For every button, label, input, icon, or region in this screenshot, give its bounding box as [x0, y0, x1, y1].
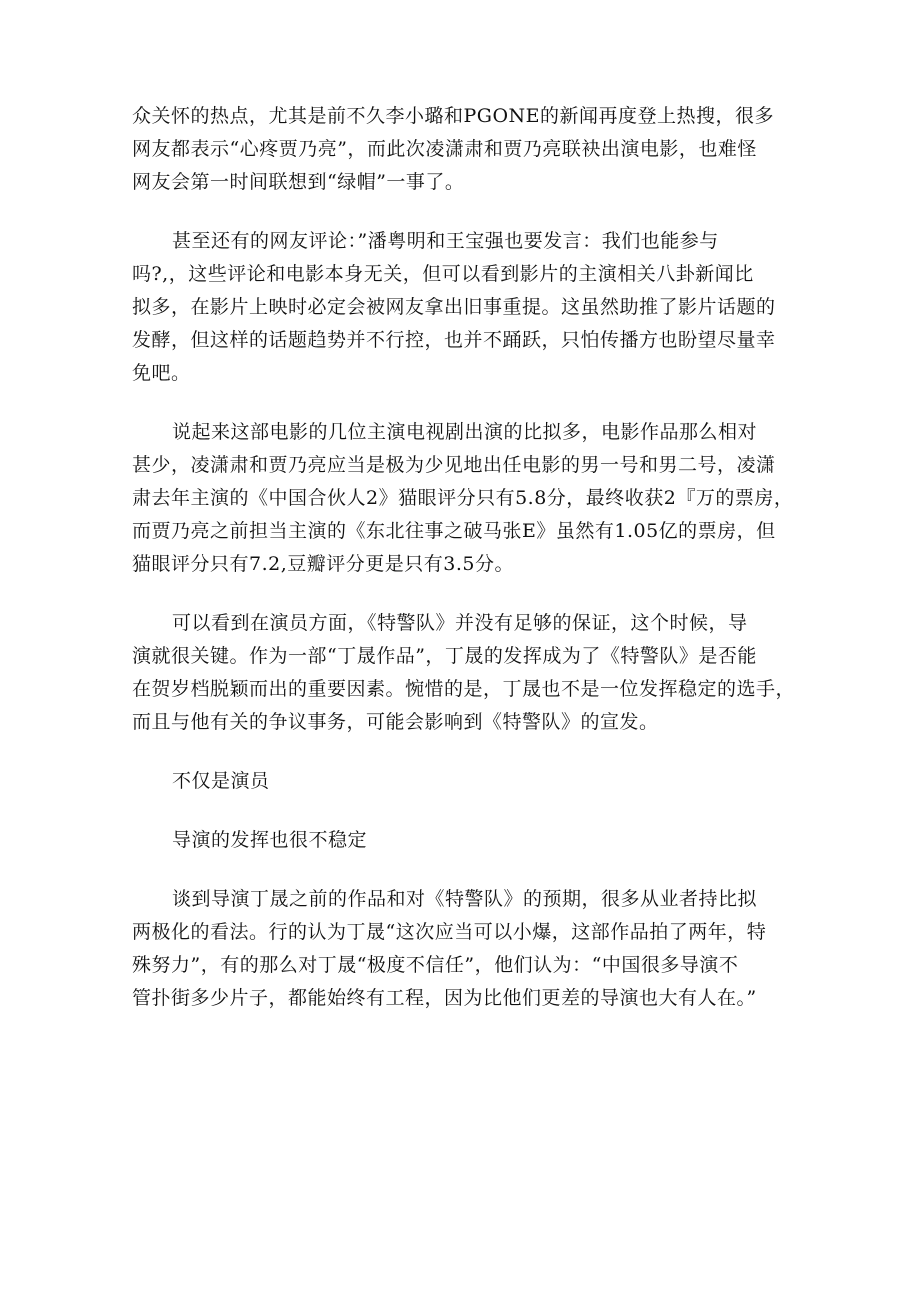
- text-line: 众关怀的热点，尤其是前不久李小璐和PGONE的新闻再度登上热搜，很多: [132, 105, 775, 127]
- paragraph-1: [132, 100, 792, 199]
- subheading-director: 导演的发挥也很不稳定: [172, 829, 368, 851]
- text-line: 网友都表示“心疼贾乃亮”，而此次凌潇肃和贾乃亮联袂出演电影，也难怪: [132, 138, 757, 160]
- text-line: 而贾乃亮之前担当主演的《东北往事之破马张E》虽然有1.05亿的票房，但: [132, 520, 776, 542]
- text-line: 发酵，但这样的话题趋势并不行控，也并不踊跃，只怕传播方也盼望尽量幸: [132, 329, 776, 351]
- text-line: 甚少，凌潇肃和贾乃亮应当是极为少见地出任电影的男一号和男二号，凌潇: [132, 454, 776, 476]
- text-line: 猫眼评分只有7.2,豆瓣评分更是只有3.5分。: [132, 553, 514, 575]
- text-line: 两极化的看法。行的认为丁晟“这次应当可以小爆，这部作品拍了两年，特: [132, 921, 767, 943]
- text-line: 肃去年主演的《中国合伙人2》猫眼评分只有5.8分，最终收获2『万的票房，: [132, 487, 794, 509]
- text-line: 而且与他有关的争议事务，可能会影响到《特警队》的宣发。: [132, 711, 659, 733]
- text-line: 殊努力”，有的那么对丁晟“极度不信任”，他们认为：“中国很多导演不: [132, 954, 739, 976]
- paragraph-5: [132, 883, 792, 1015]
- paragraph-2: [132, 225, 792, 390]
- text-line: 谈到导演丁晟之前的作品和对《特警队》的预期，很多从业者持比拟: [172, 888, 758, 910]
- text-line: 在贺岁档脱颖而出的重要因素。惋惜的是，丁晟也不是一位发挥稳定的选手，: [132, 678, 796, 700]
- text-line: 管扑街多少片子，都能始终有工程，因为比他们更差的导演也大有人在。”: [132, 987, 757, 1009]
- text-line: 演就很关键。作为一部“丁晟作品”，丁晟的发挥成为了《特警队》是否能: [132, 645, 757, 667]
- text-line: 免吧。: [132, 362, 191, 384]
- document-body: [132, 100, 796, 1015]
- paragraph-4: [132, 607, 796, 739]
- text-line: 甚至还有的网友评论：”潘粤明和王宝强也要发言：我们也能参与: [172, 230, 719, 252]
- subheading-actors: 不仅是演员: [172, 770, 270, 792]
- text-line: 说起来这部电影的几位主演电视剧出演的比拟多，电影作品那么相对: [172, 421, 758, 443]
- text-line: 可以看到在演员方面，《特警队》并没有足够的保证，这个时候，导: [172, 612, 748, 634]
- text-line: 拟多，在影片上映时必定会被网友拿出旧事重提。这虽然助推了影片话题的: [132, 296, 776, 318]
- paragraph-3: [132, 416, 792, 581]
- text-line: 吗?,，这些评论和电影本身无关，但可以看到影片的主演相关八卦新闻比: [132, 263, 754, 285]
- text-line: 网友会第一时间联想到“绿帽”一事了。: [132, 171, 465, 193]
